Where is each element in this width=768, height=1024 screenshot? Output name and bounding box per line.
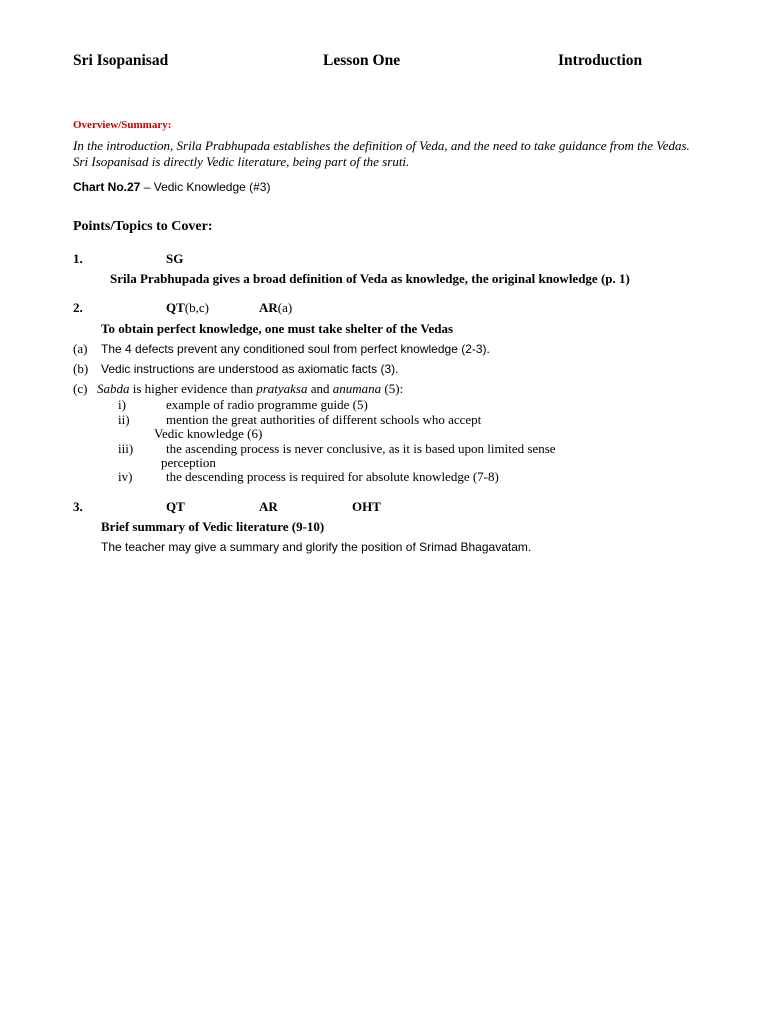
point-1-summary: Srila Prabhupada gives a broad definition of Veda as knowledge, the original knowledge (p. 1): [110, 271, 630, 286]
point-3-code-oht: OHT: [352, 499, 381, 514]
overview-label: Overview/Summary:: [73, 119, 172, 131]
point-2-code-qt: [166, 300, 209, 316]
term-sabda: Sabda: [97, 381, 130, 396]
subitem-ii-label: ii): [118, 412, 130, 427]
section-title: Introduction: [558, 52, 643, 69]
subitem-iv-label: iv): [118, 469, 133, 484]
points-title: Points/Topics to Cover:: [73, 219, 213, 234]
point-2-code-ar: [259, 300, 292, 316]
chart-title: Vedic Knowledge (#3): [153, 180, 271, 194]
chart-dash: –: [143, 180, 151, 194]
point-3-note: The teacher may give a summary and glorify the position of Srimad Bhagavatam.: [101, 540, 532, 554]
point-2-code-ar-sub: (a): [277, 300, 293, 315]
point-2-item-b-text: Vedic instructions are understood as axiomatic facts (3).: [101, 362, 399, 376]
term-pratyaksa: pratyaksa: [256, 381, 308, 396]
subitem-i-text: example of radio programme guide (5): [166, 397, 368, 412]
subitem-i-label: i): [118, 397, 126, 412]
chart-reference: [73, 180, 270, 194]
point-2-item-b-label: (b): [73, 361, 89, 376]
point-1-number: 1.: [73, 251, 83, 266]
subitem-iii-text-cont: perception: [161, 455, 216, 470]
point-2-item-c-label: (c): [73, 381, 88, 396]
chart-label: Chart No.27: [73, 180, 141, 194]
point-3-code-ar: AR: [259, 499, 278, 514]
point-3-code-qt: QT: [166, 499, 185, 514]
subitem-iv-text: the descending process is required for absolute knowledge (7-8): [166, 469, 499, 484]
point-2-number: 2.: [73, 300, 83, 315]
subitem-ii-text-cont: Vedic knowledge (6): [154, 426, 263, 441]
item-c-text-part: (5):: [381, 381, 404, 396]
overview-text: In the introduction, Srila Prabhupada establishes the definition of Veda, and the need to take guidance from the Vedas. Sri Isopanisad is directly Vedic literature, being part of the sruti.: [73, 138, 690, 169]
point-3-number: 3.: [73, 499, 83, 514]
point-2-item-c-text: [97, 381, 403, 397]
item-c-text-part: is higher evidence than: [129, 381, 257, 396]
item-c-text-part: and: [307, 381, 333, 396]
point-2-item-a-label: (a): [73, 341, 88, 356]
point-2-code-qt-label: QT: [166, 300, 185, 315]
subitem-iii-text: the ascending process is never conclusive, as it is based upon limited sense: [166, 441, 556, 456]
book-title: Sri Isopanisad: [73, 52, 169, 69]
term-anumana: anumana: [332, 381, 382, 396]
point-2-summary: To obtain perfect knowledge, one must take shelter of the Vedas: [101, 321, 454, 336]
subitem-ii-text: mention the great authorities of different schools who accept: [166, 412, 482, 427]
point-2-code-qt-sub: (b,c): [184, 300, 209, 315]
point-3-summary: Brief summary of Vedic literature (9-10): [101, 519, 325, 534]
subitem-iii-label: iii): [118, 441, 134, 456]
lesson-title: Lesson One: [323, 52, 401, 69]
point-2-item-a-text: The 4 defects prevent any conditioned soul from perfect knowledge (2-3).: [101, 342, 490, 356]
point-1-code: SG: [166, 251, 184, 266]
point-2-code-ar-label: AR: [259, 300, 278, 315]
